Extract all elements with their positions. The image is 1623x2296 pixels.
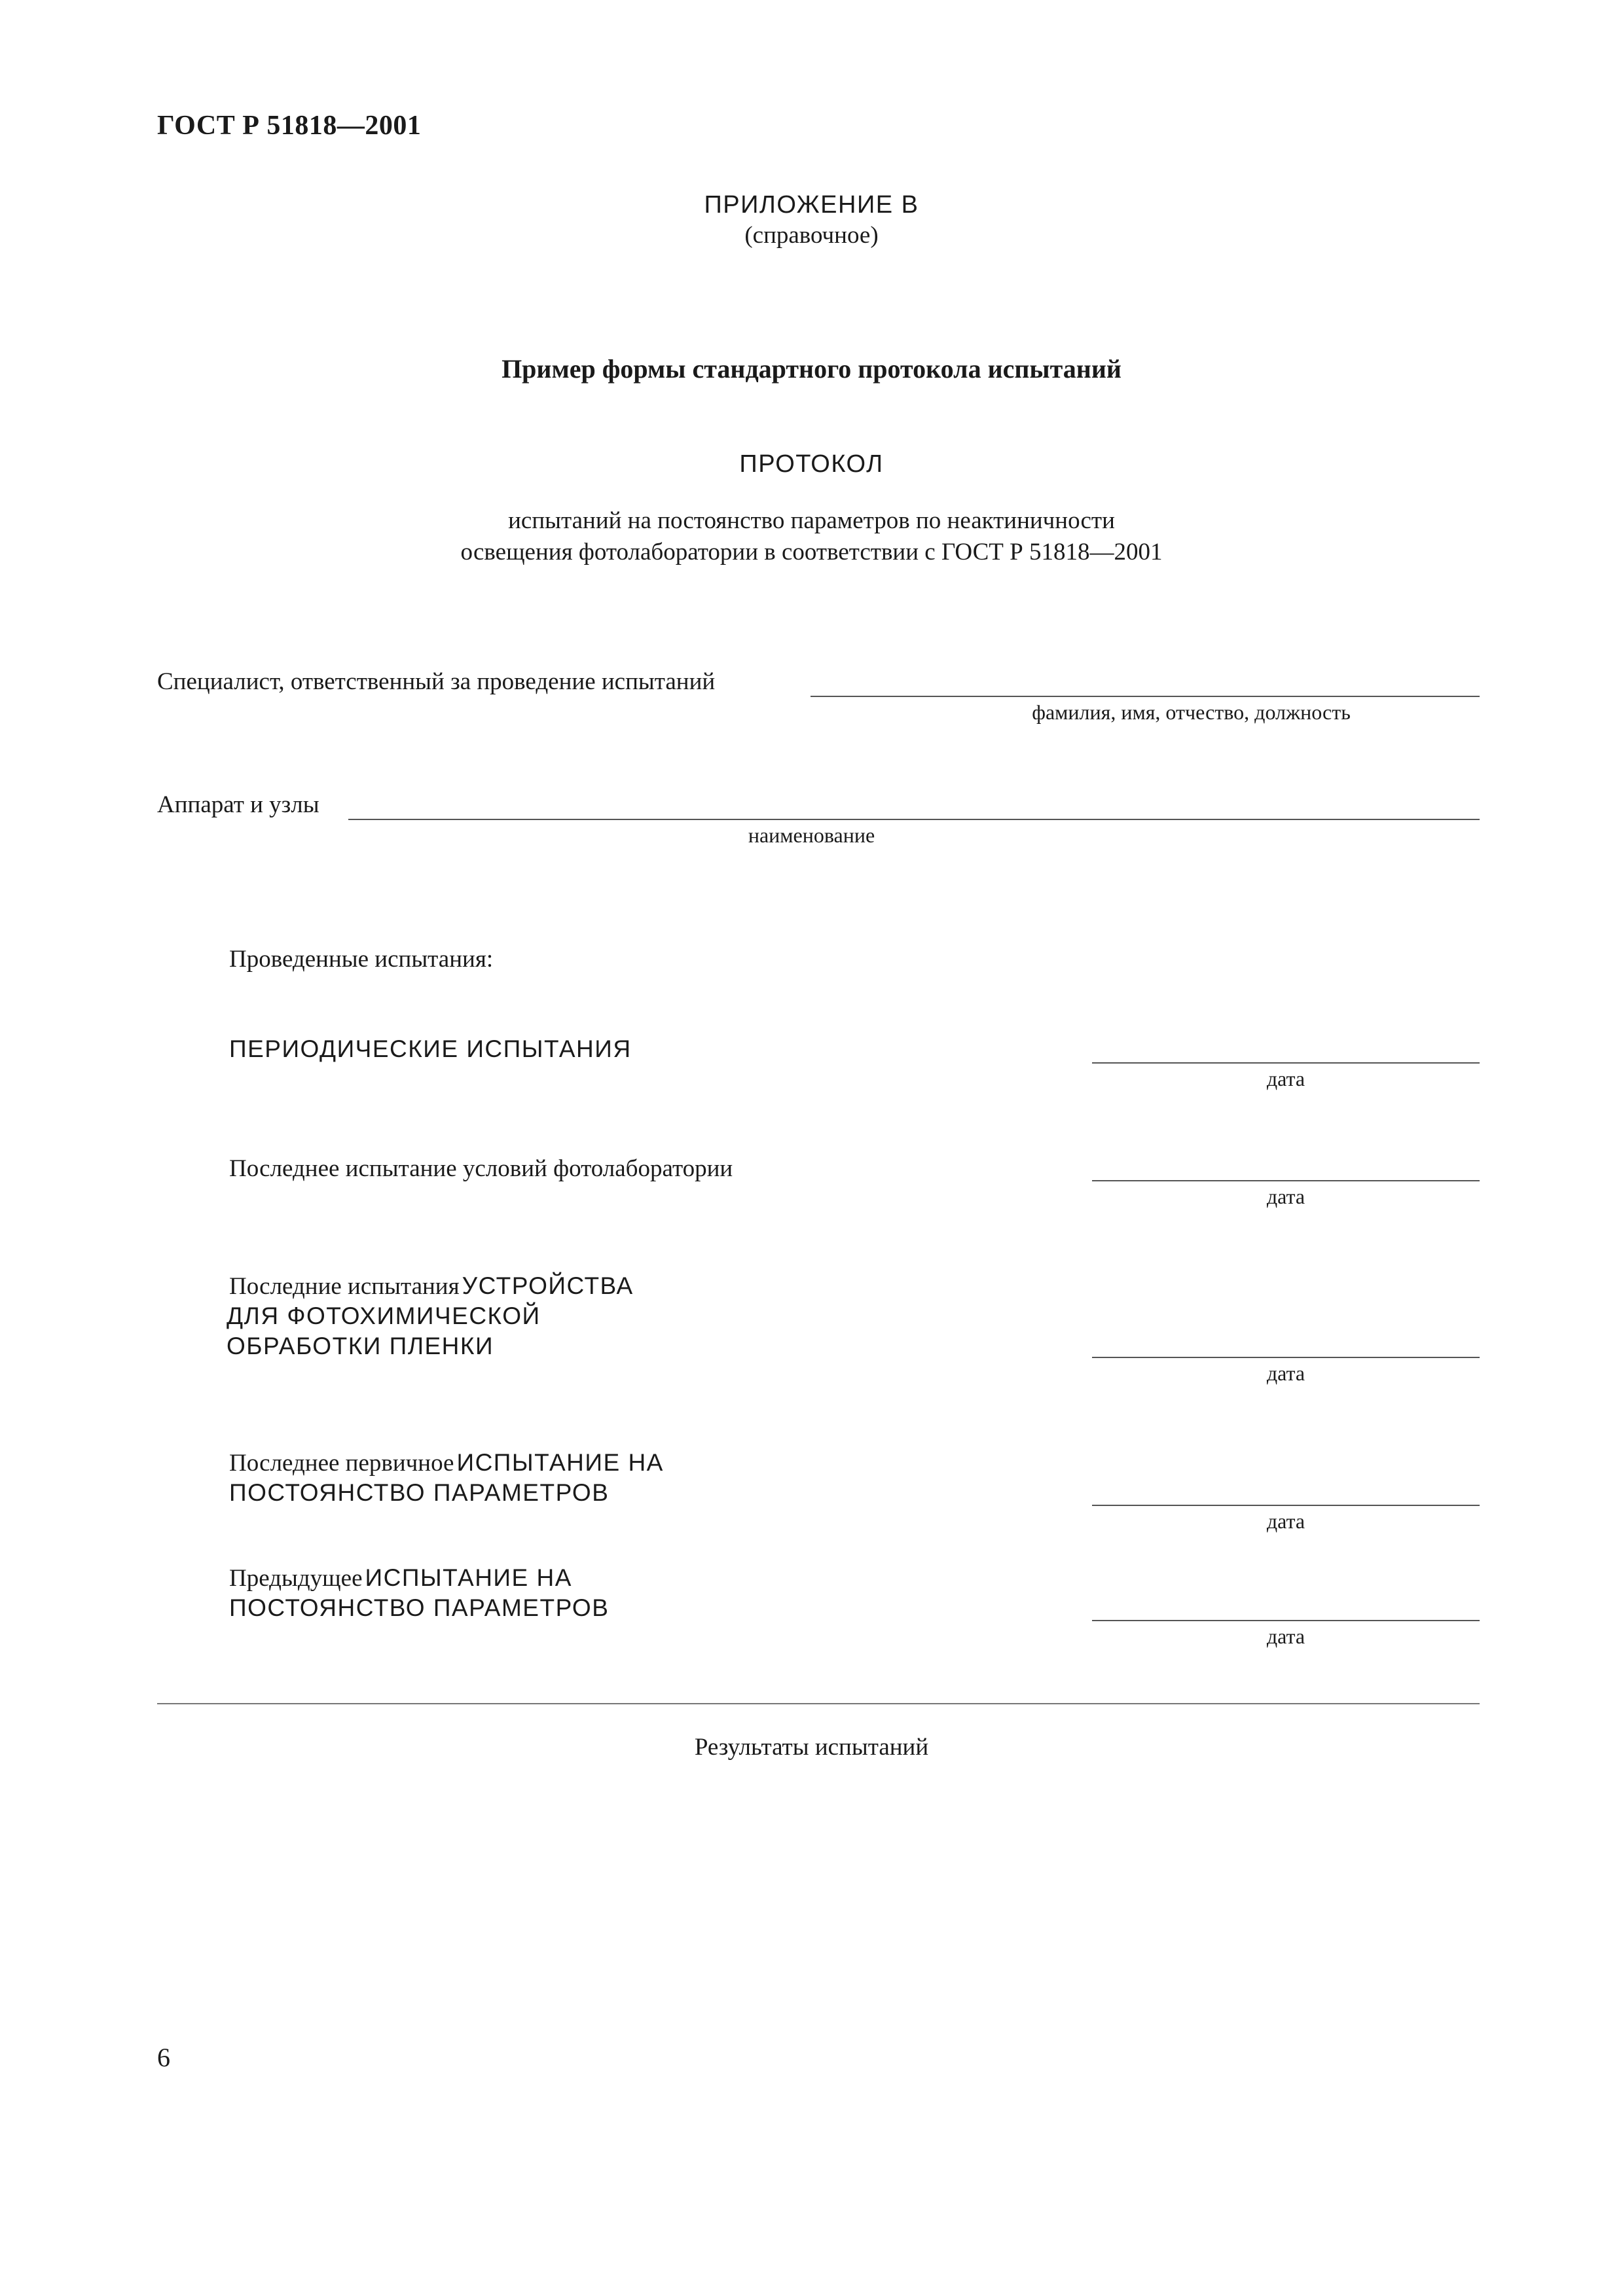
protocol-subtitle-line1: испытаний на постоянство параметров по неактиничности [508, 507, 1115, 534]
apparatus-hint: наименование [748, 823, 875, 847]
test-item-primary-line2: ПОСТОЯНСТВО ПАРАМЕТРОВ [229, 1479, 610, 1506]
apparatus-label: Аппарат и узлы [157, 791, 319, 818]
results-label: Результаты испытаний [694, 1734, 929, 1761]
date-field-processor[interactable] [1092, 1357, 1480, 1358]
apparatus-field[interactable] [348, 819, 1480, 820]
tests-heading: Проведенные испытания: [229, 946, 494, 973]
date-field-previous[interactable] [1092, 1620, 1480, 1621]
test-item-primary-prefix: Последнее первичное [229, 1450, 454, 1477]
test-item-lab-conditions: Последнее испытание условий фотолаборатории [229, 1155, 733, 1182]
test-item-previous [229, 1564, 572, 1592]
test-item-processor-caps: УСТРОЙСТВА [462, 1272, 634, 1299]
test-item-processor-line3: ОБРАБОТКИ ПЛЕНКИ [227, 1333, 494, 1359]
section-divider [157, 1703, 1480, 1704]
date-hint-periodic: дата [1266, 1067, 1305, 1090]
appendix-note: (справочное) [744, 222, 879, 249]
document-code: ГОСТ Р 51818—2001 [157, 111, 422, 141]
appendix-title: ПРИЛОЖЕНИЕ В [704, 191, 919, 219]
test-item-processor [229, 1272, 634, 1300]
test-item-processor-line2: ДЛЯ ФОТОХИМИЧЕСКОЙ [227, 1302, 541, 1329]
page-number: 6 [157, 2043, 170, 2072]
date-hint-processor: дата [1266, 1361, 1305, 1385]
test-item-previous-caps: ИСПЫТАНИЕ НА [365, 1564, 572, 1591]
test-item-primary-caps: ИСПЫТАНИЕ НА [456, 1449, 664, 1476]
test-item-previous-line2: ПОСТОЯНСТВО ПАРАМЕТРОВ [229, 1594, 610, 1621]
date-field-primary[interactable] [1092, 1505, 1480, 1506]
date-field-periodic[interactable] [1092, 1062, 1480, 1064]
date-hint-lab-conditions: дата [1266, 1185, 1305, 1208]
specialist-label: Специалист, ответственный за проведение испытаний [157, 668, 716, 695]
test-item-previous-prefix: Предыдущее [229, 1565, 363, 1592]
date-hint-primary: дата [1266, 1509, 1305, 1533]
test-item-periodic: ПЕРИОДИЧЕСКИЕ ИСПЫТАНИЯ [229, 1035, 632, 1062]
test-item-processor-prefix: Последние испытания [229, 1273, 460, 1300]
date-field-lab-conditions[interactable] [1092, 1180, 1480, 1181]
date-hint-previous: дата [1266, 1624, 1305, 1648]
specialist-hint: фамилия, имя, отчество, должность [1032, 700, 1351, 724]
test-item-primary [229, 1449, 664, 1477]
document-title: Пример формы стандартного протокола испытаний [501, 354, 1122, 384]
protocol-title: ПРОТОКОЛ [739, 450, 884, 478]
protocol-subtitle-line2: освещения фотолаборатории в соответствии с ГОСТ Р 51818—2001 [460, 539, 1163, 565]
specialist-field[interactable] [811, 696, 1480, 697]
